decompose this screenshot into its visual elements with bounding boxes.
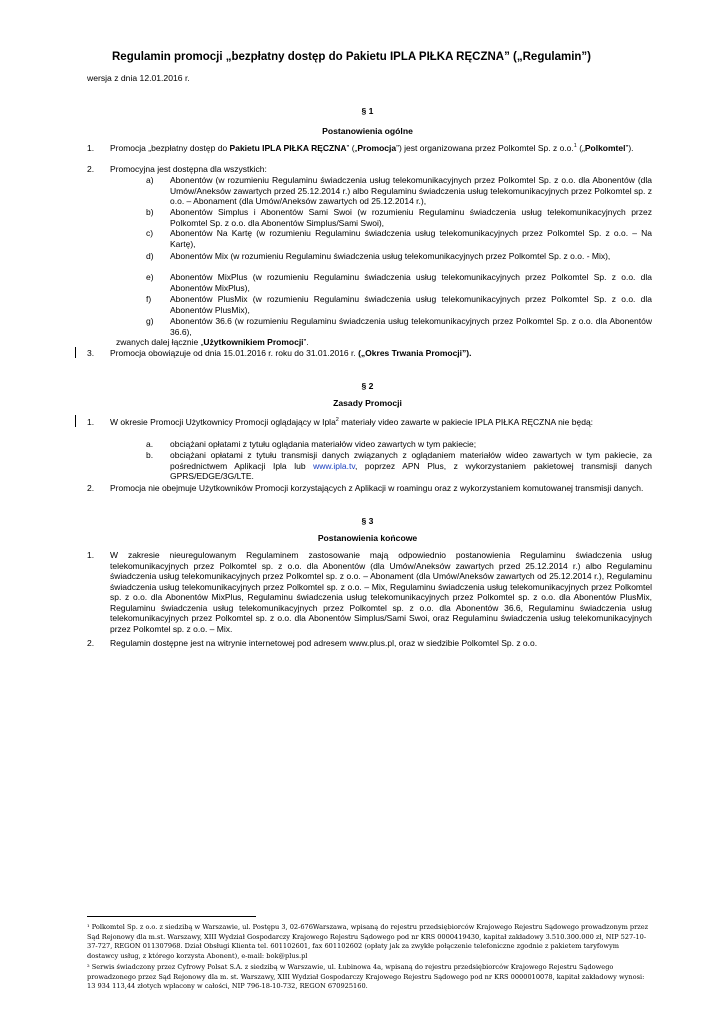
sub-letter-f: f) (146, 294, 152, 304)
footnote-1: ¹ Polkomtel Sp. z o.o. z siedzibą w Warszawie, ul. Postępu 3, 02-676Warszawa, wpisaną do rejestru przedsiębiorców Krajowego Rejestru Sądowego prowadzonym przez Sąd Rejonowy dla m.st. Warszawy, XIII Wydział Gospodarczy Krajowego Rejestru Sądowego pod nr KRS 0000419430, kapitał zakładowy 3.510.300.000 zł, NIP 527-10-37-727, REGON 011307968. Dział Obsługi Klienta tel. 601102601, fax 601102602 (opłaty jak za zwykłe połączenie telefoniczne zgodnie z pakietem taryfowym dostawcy usług, z którego korzysta Abonent), e-mail: bok@plus.pl (87, 923, 649, 960)
s1-item-2: Promocyjna jest dostępna dla wszystkich: (110, 164, 267, 174)
section-1-title: Postanowienia ogólne (322, 126, 413, 136)
sub-item-d: Abonentów Mix (w rozumieniu Regulaminu świadczenia usług telekomunikacyjnych przez Polkomtel Sp. z o.o. - Mix), (170, 251, 611, 261)
section-3-number: § 3 (361, 516, 374, 526)
s3-item-1-number: 1. (87, 550, 95, 560)
section-3-title: Postanowienia końcowe (317, 533, 418, 543)
version-date: wersja z dnia 12.01.2016 r. (87, 73, 190, 83)
sub-item-a: obciążani opłatami z tytułu oglądania materiałów video zawartych w tym pakiecie; (170, 439, 477, 449)
sub-item-f: Abonentów PlusMix (w rozumieniu Regulaminu świadczenia usług telekomunikacyjnych przez Polkomtel Sp. z o.o. dla Abonentów PlusMix), (170, 294, 652, 315)
s1-item-2-number: 2. (87, 164, 95, 174)
section-2-title: Zasady Promocji (333, 398, 402, 408)
footnote-2: ² Serwis świadczony przez Cyfrowy Polsat S.A. z siedzibą w Warszawie, ul. Łubinowa 4a, wpisaną do rejestru przedsiębiorców Krajowego Rejestru Sądowego prowadzonego przez Sąd Rejonowy dla m. st. Warszawy, XIII Wydział Gospodarczy Krajowego Rejestru Sądowego pod nr KRS 0000010078, kapitał zakładowy wynosi: 13 934 113,44 złotych wpłacony w całości, NIP 796-18-10-732, REGON 670925160. (87, 963, 645, 991)
footnote-ref-2: 2 (335, 417, 339, 424)
sub-letter-e: e) (146, 272, 154, 282)
document-title: Regulamin promocji „bezpłatny dostęp do Pakietu IPLA PIŁKA RĘCZNA” („Regulamin”) (112, 51, 591, 63)
s2-item-2: Promocja nie obejmuje Użytkowników Promocji korzystających z Aplikacji w roamingu oraz z wykorzystaniem komutowanej transmisji danych. (110, 483, 644, 493)
sub-item-a: Abonentów (w rozumieniu Regulaminu świadczenia usług telekomunikacyjnych przez Polkomtel Sp. z o.o. dla Abonentów (dla Umów/Aneksów zawartych przed 25.12.2014 r.) albo Regulaminu świadczenia usług telekomunikacyjnych przez Polkomtel sp. z o.o. – Abonament (dla Umów/Aneksów zawartych od 25.12.2014 r.), (170, 175, 652, 206)
sub-item-b: Abonentów Simplus i Abonentów Sami Swoi (w rozumieniu Regulaminu świadczenia usług telekomunikacyjnych przez Polkomtel Sp. z o.o. dla Abonentów Simplus/Sami Swoi), (170, 207, 652, 228)
sub-item-b: obciążani opłatami z tytułu transmisji danych związanych z oglądaniem materiałów wideo zawartych w tym pakiecie, za pośrednictwem Aplikacji Ipla lub www.ipla.tv, poprzez APN Plus, z wykorzystaniem pakietowej transmisji danych GPRS/EDGE/3G/LTE. (170, 450, 652, 481)
footnote-separator (87, 916, 256, 917)
sub-letter-b: b. (146, 450, 154, 460)
sub-letter-c: c) (146, 228, 154, 238)
section-1-number: § 1 (361, 106, 374, 116)
sub-item-e: Abonentów MixPlus (w rozumieniu Regulaminu świadczenia usług telekomunikacyjnych przez Polkomtel Sp. z o.o. dla Abonentów MixPlus), (170, 272, 652, 293)
change-bar (75, 347, 76, 358)
s1-item-3-number: 3. (87, 348, 95, 358)
s3-item-1: W zakresie nieuregulowanym Regulaminem zastosowanie mają odpowiednio postanowienia Regulaminu świadczenia usług telekomunikacyjnych przez Polkomtel sp. z o.o. dla Abonentów (dla Umów/Aneksów zawartych przed 25.12.2014 r.) albo Regulaminu świadczenia usług telekomunikacyjnych przez Polkomtel sp. z o.o. – Abonament (dla Umów/Aneksów zawartych od 25.12.2014 r.), Regulaminu świadczenia usług telekomunikacyjnych przez Polkomtel sp. z o.o. – Mix, Regulaminu świadczenia usług telekomunikacyjnych przez Polkomtel sp. z o.o. dla Abonentów MixPlus, Regulaminu świadczenia usług telekomunikacyjnych przez Polkomtel sp. z o.o. dla Abonentów PlusMix, Regulaminu świadczenia usług telekomunikacyjnych przez Polkomtel sp. z o.o. dla Abonentów 36.6, Regulaminu świadczenia usług telekomunikacyjnych przez Polkomtel sp. z o.o. dla Abonentów Simplus/Sami Swoi, oraz Regulaminu świadczenia usług telekomunikacyjnych przez Polkomtel sp. z o.o. – Mix. (110, 550, 652, 634)
footnote-ref-1: 1 (573, 143, 577, 150)
sub-letter-a: a) (146, 175, 154, 185)
section-2-number: § 2 (361, 381, 374, 391)
s3-item-2: Regulamin dostępne jest na witrynie internetowej pod adresem www.plus.pl, oraz w siedzibie Polkomtel Sp. z o.o. (110, 638, 538, 648)
sub-item-c: Abonentów Na Kartę (w rozumieniu Regulaminu świadczenia usług telekomunikacyjnych przez Polkomtel Sp. z o.o. – Na Kartę), (170, 228, 652, 249)
sub-letter-g: g) (146, 316, 154, 326)
sub-item-g: Abonentów 36.6 (w rozumieniu Regulaminu świadczenia usług telekomunikacyjnych przez Polkomtel Sp. z o.o. dla Abonentów 36.6), (170, 316, 652, 337)
s1-item-3: Promocja obowiązuje od dnia 15.01.2016 r. roku do 31.01.2016 r. („Okres Trwania Promocji”). (110, 348, 472, 358)
s1-item-1: Promocja „bezpłatny dostęp do Pakietu IPLA PIŁKA RĘCZNA” („Promocja”) jest organizowana przez Polkomtel Sp. z o.o.$^1$ („Polkomtel”). (110, 143, 634, 153)
ipla-link[interactable]: www.ipla.tv (313, 460, 355, 471)
sub-letter-a: a. (146, 439, 154, 449)
users-definition: zwanych dalej łącznie „Użytkownikiem Promocji”. (116, 337, 309, 347)
sub-letter-b: b) (146, 207, 154, 217)
change-bar (75, 415, 76, 427)
s2-item-1-number: 1. (87, 417, 95, 427)
s2-item-2-number: 2. (87, 483, 95, 493)
s1-item-1-number: 1. (87, 143, 95, 153)
s2-item-1: W okresie Promocji Użytkownicy Promocji oglądający w Ipla$^2$ materiały video zawarte w pakiecie IPLA PIŁKA RĘCZNA nie będą: (110, 417, 594, 427)
s3-item-2-number: 2. (87, 638, 95, 648)
sub-letter-d: d) (146, 251, 154, 261)
